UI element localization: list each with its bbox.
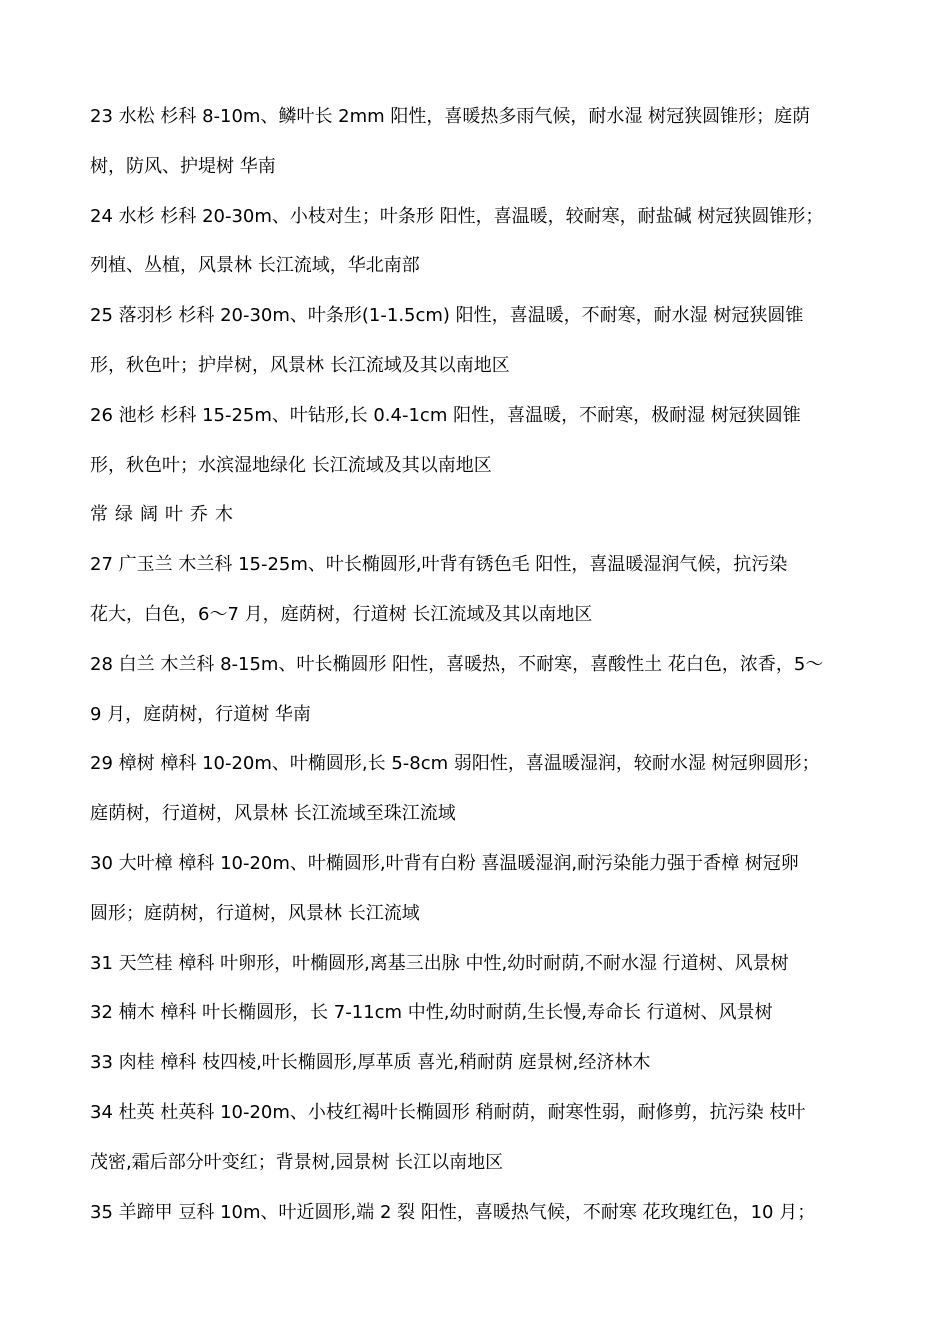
- text-line: 33 肉桂 樟科 枝四棱,叶长椭圆形,厚革质 喜光,稍耐荫 庭景树,经济林木: [90, 1052, 651, 1074]
- text-line: 形，秋色叶；护岸树，风景林 长江流域及其以南地区: [90, 354, 510, 376]
- text-line: 31 天竺桂 樟科 叶卵形，叶椭圆形,离基三出脉 中性,幼时耐荫,不耐水湿 行道树、风景树: [90, 952, 789, 974]
- text-line: 圆形；庭荫树，行道树，风景林 长江流域: [90, 902, 420, 924]
- text-line: 列植、丛植，风景林 长江流域，华北南部: [90, 255, 420, 277]
- text-line: 24 水杉 杉科 20-30m、小枝对生；叶条形 阳性，喜温暖，较耐寒，耐盐碱 树冠狭圆锥形；: [90, 205, 824, 227]
- text-line: 28 白兰 木兰科 8-15m、叶长椭圆形 阳性，喜暖热，不耐寒，喜酸性土 花白色，浓香，5～: [90, 653, 824, 675]
- document-body: [90, 92, 865, 1237]
- text-line: 花大，白色，6～7 月，庭荫树，行道树 长江流域及其以南地区: [90, 603, 593, 625]
- text-line: 29 樟树 樟科 10-20m、叶椭圆形,长 5-8cm 弱阳性，喜温暖湿润，较耐水湿 树冠卵圆形；: [90, 753, 820, 775]
- text-line: 34 杜英 杜英科 10-20m、小枝红褐叶长椭圆形 稍耐荫，耐寒性弱，耐修剪，抗污染 枝叶: [90, 1101, 806, 1123]
- text-line: 树，防风、护堤树 华南: [90, 155, 276, 177]
- text-line: 35 羊蹄甲 豆科 10m、叶近圆形,端 2 裂 阳性，喜暖热气候，不耐寒 花玫瑰红色，10 月；: [90, 1201, 816, 1223]
- text-line: 26 池杉 杉科 15-25m、叶钻形,长 0.4-1cm 阳性，喜温暖，不耐寒，极耐湿 树冠狭圆锥: [90, 404, 801, 426]
- section-heading: 常绿阔叶乔木: [90, 504, 240, 526]
- text-line: 形，秋色叶；水滨湿地绿化 长江流域及其以南地区: [90, 454, 492, 476]
- text-line: 25 落羽杉 杉科 20-30m、叶条形(1-1.5cm) 阳性，喜温暖，不耐寒，耐水湿 树冠狭圆锥: [90, 305, 804, 327]
- text-line: 9 月，庭荫树，行道树 华南: [90, 703, 311, 725]
- text-line: 30 大叶樟 樟科 10-20m、叶椭圆形,叶背有白粉 喜温暖湿润,耐污染能力强于香樟 树冠卵: [90, 852, 799, 874]
- text-line: 23 水松 杉科 8-10m、鳞叶长 2mm 阳性，喜暖热多雨气候，耐水湿 树冠狭圆锥形；庭荫: [90, 106, 811, 127]
- text-line: 茂密,霜后部分叶变红；背景树,园景树 长江以南地区: [90, 1151, 504, 1173]
- text-line: 32 楠木 樟科 叶长椭圆形，长 7-11cm 中性,幼时耐荫,生长慢,寿命长 行道树、风景树: [90, 1002, 773, 1024]
- text-line: 庭荫树，行道树，风景林 长江流域至珠江流域: [90, 803, 456, 825]
- text-line: 27 广玉兰 木兰科 15-25m、叶长椭圆形,叶背有锈色毛 阳性，喜温暖湿润气候，抗污染: [90, 554, 788, 576]
